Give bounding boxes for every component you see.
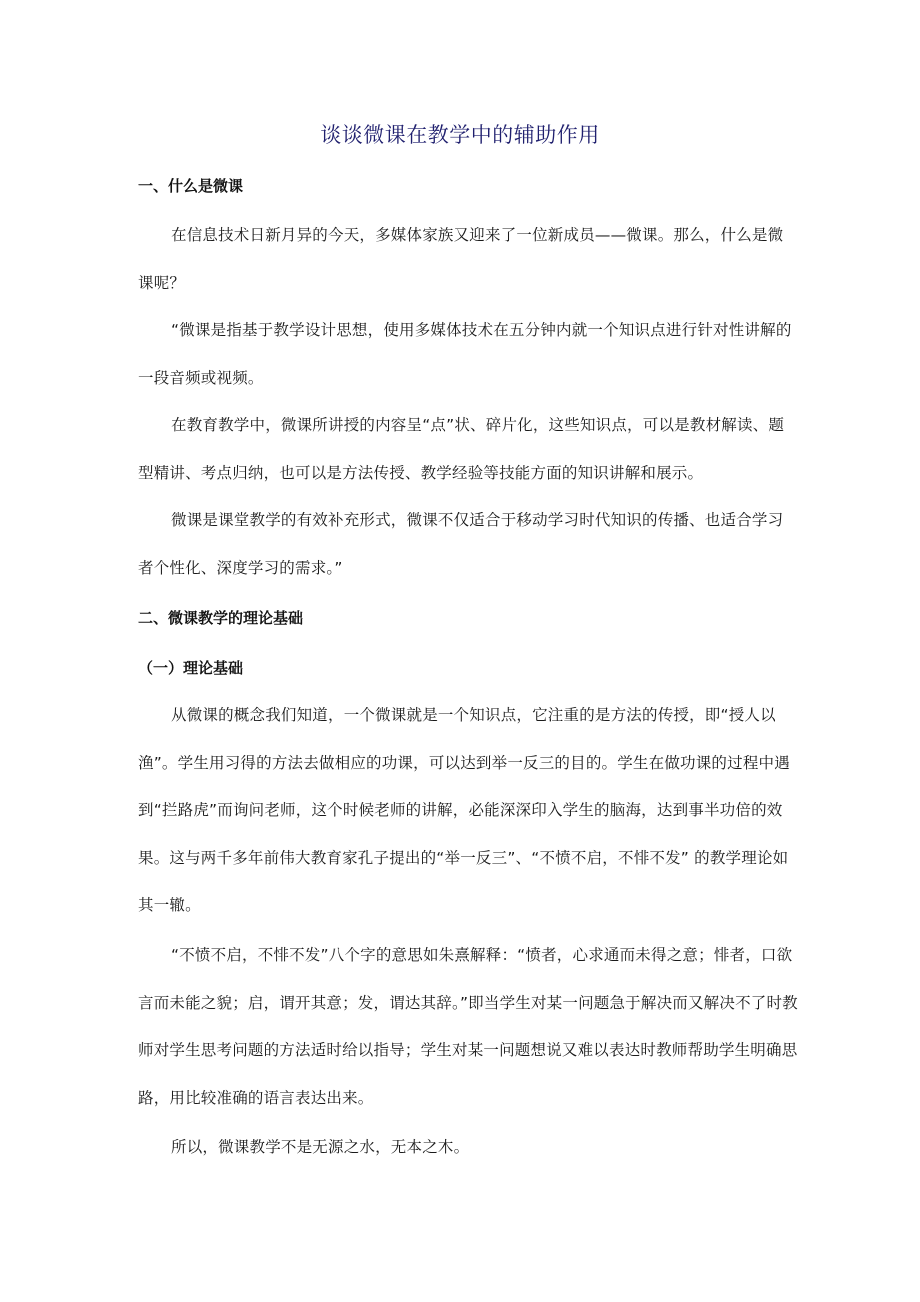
section-2-subheading: （一）理论基础	[138, 659, 244, 677]
section-2-heading: 二、微课教学的理论基础	[138, 609, 304, 627]
section-1-paragraph-3: 在教育教学中，微课所讲授的内容呈“点”状、碎片化，这些知识点，可以是教材解读、题型精讲、考点归纳，也可以是方法传授、教学经验等技能方面的知识讲解和展示。	[138, 416, 785, 482]
section-1-heading: 一、什么是微课	[138, 177, 244, 195]
section-2-paragraph-1: 从微课的概念我们知道，一个微课就是一个知识点，它注重的是方法的传授，即“授人以渔”。学生用习得的方法去做相应的功课，可以达到举一反三的目的。学生在做功课的过程中遇到“拦路虎”而询问老师，这个时候老师的讲解，必能深深印入学生的脑海，达到事半功倍的效果。这与两千多年前伟大教育家孔子提出的“举一反三”、“不愤不启，不悱不发” 的教学理论如其一辙。	[138, 706, 790, 914]
section-1-paragraph-1: 在信息技术日新月异的今天，多媒体家族又迎来了一位新成员——微课。那么，什么是微课呢？	[138, 226, 784, 292]
section-2-paragraph-3: 所以，微课教学不是无源之水，无本之木。	[171, 1138, 470, 1156]
section-1-paragraph-4: 微课是课堂教学的有效补充形式，微课不仅适合于移动学习时代知识的传播、也适合学习者个性化、深度学习的需求。”	[138, 511, 784, 577]
section-2-paragraph-2: “不愤不启，不悱不发”八个字的意思如朱熹解释：“愤者，心求通而未得之意；悱者，口欲言而未能之貌；启，谓开其意；发，谓达其辞。”即当学生对某一问题急于解决而又解决不了时教师对学生思考问题的方法适时给以指导；学生对某一问题想说又难以表达时教师帮助学生明确思路，用比较准确的语言表达出来。	[138, 946, 798, 1107]
section-1-paragraph-2: “微课是指基于教学设计思想，使用多媒体技术在五分钟内就一个知识点进行针对性讲解的一段音频或视频。	[138, 321, 792, 387]
document-title: 谈谈微课在教学中的辅助作用	[320, 123, 600, 147]
